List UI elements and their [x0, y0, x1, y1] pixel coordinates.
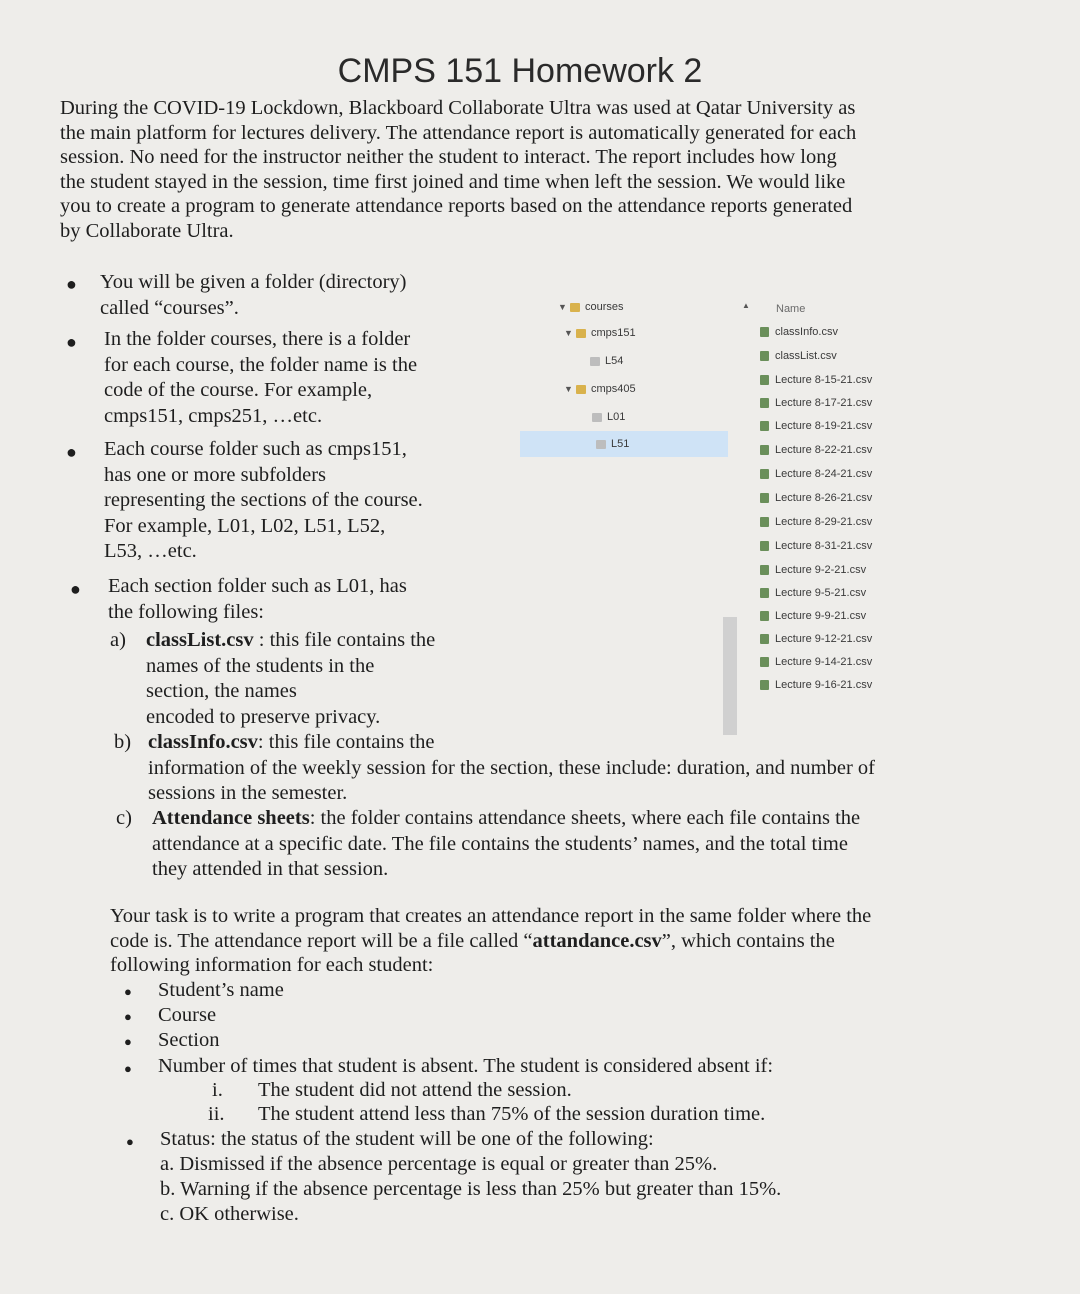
folder-icon: [596, 440, 606, 449]
intro-line: by Collaborate Ultra.: [60, 219, 234, 242]
file-label: Lecture 9-2-21.csv: [775, 564, 867, 576]
desc-text: : the folder contains attendance sheets, where each file contains the: [309, 807, 861, 829]
csv-file-icon: [760, 565, 769, 575]
bullet-course-folders: [104, 327, 417, 429]
rule-text: The student did not attend the session.: [258, 1079, 572, 1101]
output-file-name: attandance.csv: [532, 929, 662, 952]
item-label: c): [116, 807, 132, 829]
report-item: Section: [158, 1029, 220, 1051]
file-row: [760, 345, 837, 367]
file-label: Lecture 8-19-21.csv: [775, 420, 873, 432]
csv-file-icon: [760, 398, 769, 408]
file-row: [760, 369, 872, 391]
desc-text: they attended in that session.: [152, 858, 389, 880]
file-label: Lecture 9-9-21.csv: [775, 610, 867, 622]
csv-file-icon: [760, 657, 769, 667]
csv-file-icon: [760, 634, 769, 644]
file-label: Lecture 8-22-21.csv: [775, 444, 873, 456]
file-label: Lecture 9-5-21.csv: [775, 587, 867, 599]
file-item-classinfo: [114, 730, 131, 756]
csv-file-icon: [760, 517, 769, 527]
intro-line: During the COVID-19 Lockdown, Blackboard Collaborate Ultra was used at Qatar University as: [60, 97, 856, 119]
csv-file-icon: [760, 611, 769, 621]
tree-item-l51: [520, 431, 728, 457]
csv-file-icon: [760, 493, 769, 503]
tree-item-l54: [590, 351, 623, 371]
file-row: [760, 535, 872, 557]
status-item: c. OK otherwise.: [160, 1203, 299, 1225]
desc-text: information of the weekly session for the section, these include: duration, and number of: [148, 756, 875, 779]
status-heading: Status: the status of the student will be one of the following:: [160, 1128, 654, 1150]
desc-text: : this file contains the: [253, 629, 436, 651]
rule-num: ii.: [208, 1103, 225, 1125]
file-label: Lecture 9-16-21.csv: [775, 679, 873, 691]
bullet-dot: ●: [66, 332, 77, 352]
chevron-down-icon: ▼: [564, 384, 573, 394]
file-name-attendance: Attendance sheets: [152, 807, 310, 829]
task-line: ”, which contains the: [661, 929, 835, 952]
bullet-line: Each course folder such as cmps151,: [104, 438, 407, 460]
desc-text: sessions in the semester.: [148, 782, 348, 804]
file-row: [760, 674, 872, 696]
file-row: [760, 439, 872, 461]
desc-text: : this file contains the: [257, 731, 435, 753]
csv-file-icon: [760, 541, 769, 551]
page-title: CMPS 151 Homework 2: [337, 52, 703, 90]
file-row: [760, 463, 872, 485]
csv-file-icon: [760, 375, 769, 385]
file-label: Lecture 8-17-21.csv: [775, 397, 873, 409]
file-explorer-screenshot: [520, 295, 915, 735]
column-header-name: Name: [776, 303, 806, 315]
tree-label: L54: [605, 355, 624, 367]
bullet-dot: ●: [124, 1009, 132, 1024]
bullet-line: representing the sections of the course.: [104, 489, 423, 511]
file-name-classinfo: classInfo.csv: [148, 731, 258, 753]
file-row: [760, 415, 872, 437]
folder-icon: [590, 357, 600, 366]
chevron-down-icon: ▼: [558, 302, 567, 312]
tree-label: L51: [611, 438, 630, 450]
task-paragraph: [110, 904, 871, 978]
file-label: Lecture 9-14-21.csv: [775, 656, 873, 668]
status-item: b. Warning if the absence percentage is less than 25% but greater than 15%.: [160, 1178, 782, 1200]
csv-file-icon: [760, 351, 769, 361]
bullet-courses-folder: [100, 270, 406, 321]
csv-file-icon: [760, 421, 769, 431]
folder-icon: [570, 303, 580, 312]
file-row: [760, 511, 872, 533]
file-label: classInfo.csv: [775, 326, 838, 338]
bullet-line: Each section folder such as L01, has: [108, 575, 407, 597]
file-label: Lecture 8-31-21.csv: [775, 540, 873, 552]
file-desc-classlist: [146, 628, 435, 730]
tree-item-courses: [558, 297, 624, 317]
intro-line: the main platform for lectures delivery. The attendance report is automatically generated for each: [60, 121, 857, 144]
desc-text: encoded to preserve privacy.: [146, 705, 381, 728]
sort-caret-icon: ▲: [742, 301, 750, 310]
csv-file-icon: [760, 469, 769, 479]
desc-text: names of the students in the: [146, 654, 375, 677]
file-row: [760, 628, 872, 650]
desc-text: section, the names: [146, 680, 297, 702]
csv-file-icon: [760, 327, 769, 337]
bullet-line: cmps151, cmps251, …etc.: [104, 404, 323, 427]
file-label: Lecture 8-29-21.csv: [775, 516, 873, 528]
bullet-dot: ●: [124, 984, 132, 999]
bullet-line: In the folder courses, there is a folder: [104, 328, 411, 350]
bullet-dot: ●: [126, 1134, 134, 1149]
intro-line: session. No need for the instructor neither the student to interact. The report includes how long: [60, 146, 837, 168]
intro-paragraph: [60, 96, 975, 243]
bullet-dot: ●: [124, 1061, 132, 1076]
bullet-dot: ●: [124, 1034, 132, 1049]
status-item: a. Dismissed if the absence percentage is equal or greater than 25%.: [160, 1153, 718, 1175]
bullet-line: For example, L01, L02, L51, L52,: [104, 514, 386, 537]
item-label: b): [114, 731, 132, 753]
report-item: Number of times that student is absent. The student is considered absent if:: [158, 1055, 774, 1077]
tree-label: L01: [607, 411, 626, 423]
tree-item-l01: [592, 407, 625, 427]
scrollbar-thumb[interactable]: [723, 617, 737, 735]
rule-text: The student attend less than 75% of the session duration time.: [258, 1103, 766, 1125]
bullet-line: You will be given a folder (directory): [100, 271, 407, 293]
file-row: [760, 582, 866, 604]
task-line: code is. The attendance report will be a file called “: [110, 929, 533, 952]
file-desc-classinfo: [148, 730, 875, 807]
csv-file-icon: [760, 680, 769, 690]
file-label: Lecture 9-12-21.csv: [775, 633, 873, 645]
file-label: classList.csv: [775, 350, 837, 362]
folder-icon: [576, 329, 586, 338]
intro-line: you to create a program to generate attendance reports based on the attendance reports generated: [60, 195, 853, 217]
file-label: Lecture 8-24-21.csv: [775, 468, 873, 480]
file-row: [760, 559, 866, 581]
folder-icon: [592, 413, 602, 422]
report-item: Student’s name: [158, 979, 284, 1001]
desc-text: attendance at a specific date. The file contains the students’ names, and the total time: [152, 832, 848, 855]
task-line: Your task is to write a program that creates an attendance report in the same folder where the: [110, 905, 872, 927]
bullet-dot: ●: [66, 274, 77, 294]
item-label: a): [110, 629, 126, 651]
file-row: [760, 651, 872, 673]
rule-num: i.: [212, 1079, 223, 1101]
file-item-classlist: [110, 628, 126, 654]
tree-item-cmps151: [564, 323, 636, 343]
file-label: Lecture 8-26-21.csv: [775, 492, 873, 504]
file-item-attendance: [116, 806, 132, 832]
file-row: [760, 605, 866, 627]
tree-label: courses: [585, 301, 624, 313]
tree-label: cmps151: [591, 327, 636, 339]
bullet-line: has one or more subfolders: [104, 463, 327, 486]
tree-item-cmps405: [564, 379, 636, 399]
file-desc-attendance: [152, 806, 860, 883]
file-row: [760, 321, 838, 343]
task-line: following information for each student:: [110, 954, 434, 976]
bullet-section-subfolders: [104, 437, 423, 565]
tree-label: cmps405: [591, 383, 636, 395]
csv-file-icon: [760, 588, 769, 598]
file-row: [760, 392, 872, 414]
bullet-line: L53, …etc.: [104, 540, 197, 562]
file-row: [760, 487, 872, 509]
file-label: Lecture 8-15-21.csv: [775, 374, 873, 386]
bullet-line: for each course, the folder name is the: [104, 353, 418, 376]
bullet-dot: ●: [70, 579, 81, 599]
report-item: Course: [158, 1004, 217, 1026]
bullet-line: called “courses”.: [100, 296, 239, 319]
chevron-down-icon: ▼: [564, 328, 573, 338]
bullet-line: the following files:: [108, 600, 265, 623]
bullet-section-files: [108, 574, 407, 625]
folder-icon: [576, 385, 586, 394]
bullet-line: code of the course. For example,: [104, 379, 373, 401]
file-name-classlist: classList.csv: [146, 629, 254, 651]
csv-file-icon: [760, 445, 769, 455]
intro-line: the student stayed in the session, time first joined and time when left the session. We would like: [60, 170, 846, 193]
bullet-dot: ●: [66, 442, 77, 462]
